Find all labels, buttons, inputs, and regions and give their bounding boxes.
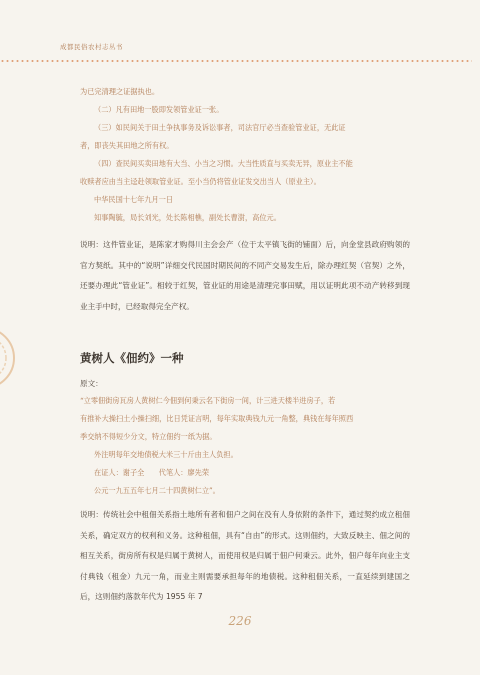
page-number: 226	[228, 614, 252, 628]
original-line: 季交纳不得短少分文，特立佃约一纸为据。	[80, 432, 217, 441]
section-title: 黄树人《佃约》一种	[80, 351, 184, 365]
original-line: 在证人：谢子全 代笔人：廖先荣	[94, 468, 210, 477]
top-line: 者，即丧失其田地之所有权。	[80, 141, 174, 150]
original-line: 外注明每年交地债税大米三十斤由主人负担。	[94, 450, 238, 459]
series-title: 成都民俗农村志丛书	[60, 43, 123, 51]
note-paragraph-2: 说明：传统社会中租佃关系指土地所有者和佃户之间在没有人身依附的条件下，通过契约成立租佃关系，确定双方的权利和义务。这种租佃，具有“自由”的形式。这则佃约，大致反映主、佃之间的相互关系，街房所有权是归属于黄树人，而使用权是归属于佃户何秉云。此外，佃户每年向业主支付典钱（租金）九元一角，而业主则需要承担每年的地债税。这种租佃关系，一直延续到建国之后，这则佃约落款年代为 1955 年 7	[80, 510, 410, 601]
original-line: “立零佃街房瓦房人黄树仁今佃到何秉云名下街房一间，计三进天楼半进房子，若	[80, 396, 336, 405]
seal-ornament-icon	[0, 318, 18, 398]
original-text-block	[80, 392, 410, 500]
top-line: （三）如民间关于田土争执事务及诉讼事者，司法官厅必当查验管业证，无此证	[94, 123, 346, 132]
original-text-label: 原文：	[80, 379, 103, 388]
original-line: 有推补大操扫土小操扫细，比日凭证言明，每年实取典钱九元一角整，典钱在每年照西	[80, 414, 354, 423]
original-line: 公元一九五五年七月二十四黄树仁立”。	[94, 486, 220, 495]
top-line: 为已完清理之证据执也。	[80, 87, 160, 96]
note-paragraph-1: 说明：这件管业证，是陈家才购得川主会会产（位于太平镇飞街的铺面）后，向金堂县政府购领的官方契纸。其中的“说明”详细交代民国时期民间的不同产交易发生后，除办理红契（官契）之外，还要办理此“管业证”。相较于红契，管业证的用途是清理完事田赋，用以证明此项不动产转移到现业主手中时，已经取得完全产权。	[80, 240, 410, 311]
top-line: 知事陶毓，局长刘光，处长陈相樵，副处长曹澍，高位元。	[94, 213, 281, 222]
dotted-divider	[0, 60, 472, 62]
top-line: （四）查民间买卖田地有大当、小当之习惯。大当性质直与买卖无异，原业主不能	[94, 159, 353, 168]
top-line: （二）凡有田地一股即发领管业证一张。	[94, 105, 224, 114]
top-line: 收赎者应由当主迳赴领取管业证。至小当仍将管业证发交出当人（原业主）。	[80, 177, 321, 186]
top-text-block	[80, 83, 410, 227]
top-line: 中华民国十七年九月一日	[94, 195, 174, 204]
